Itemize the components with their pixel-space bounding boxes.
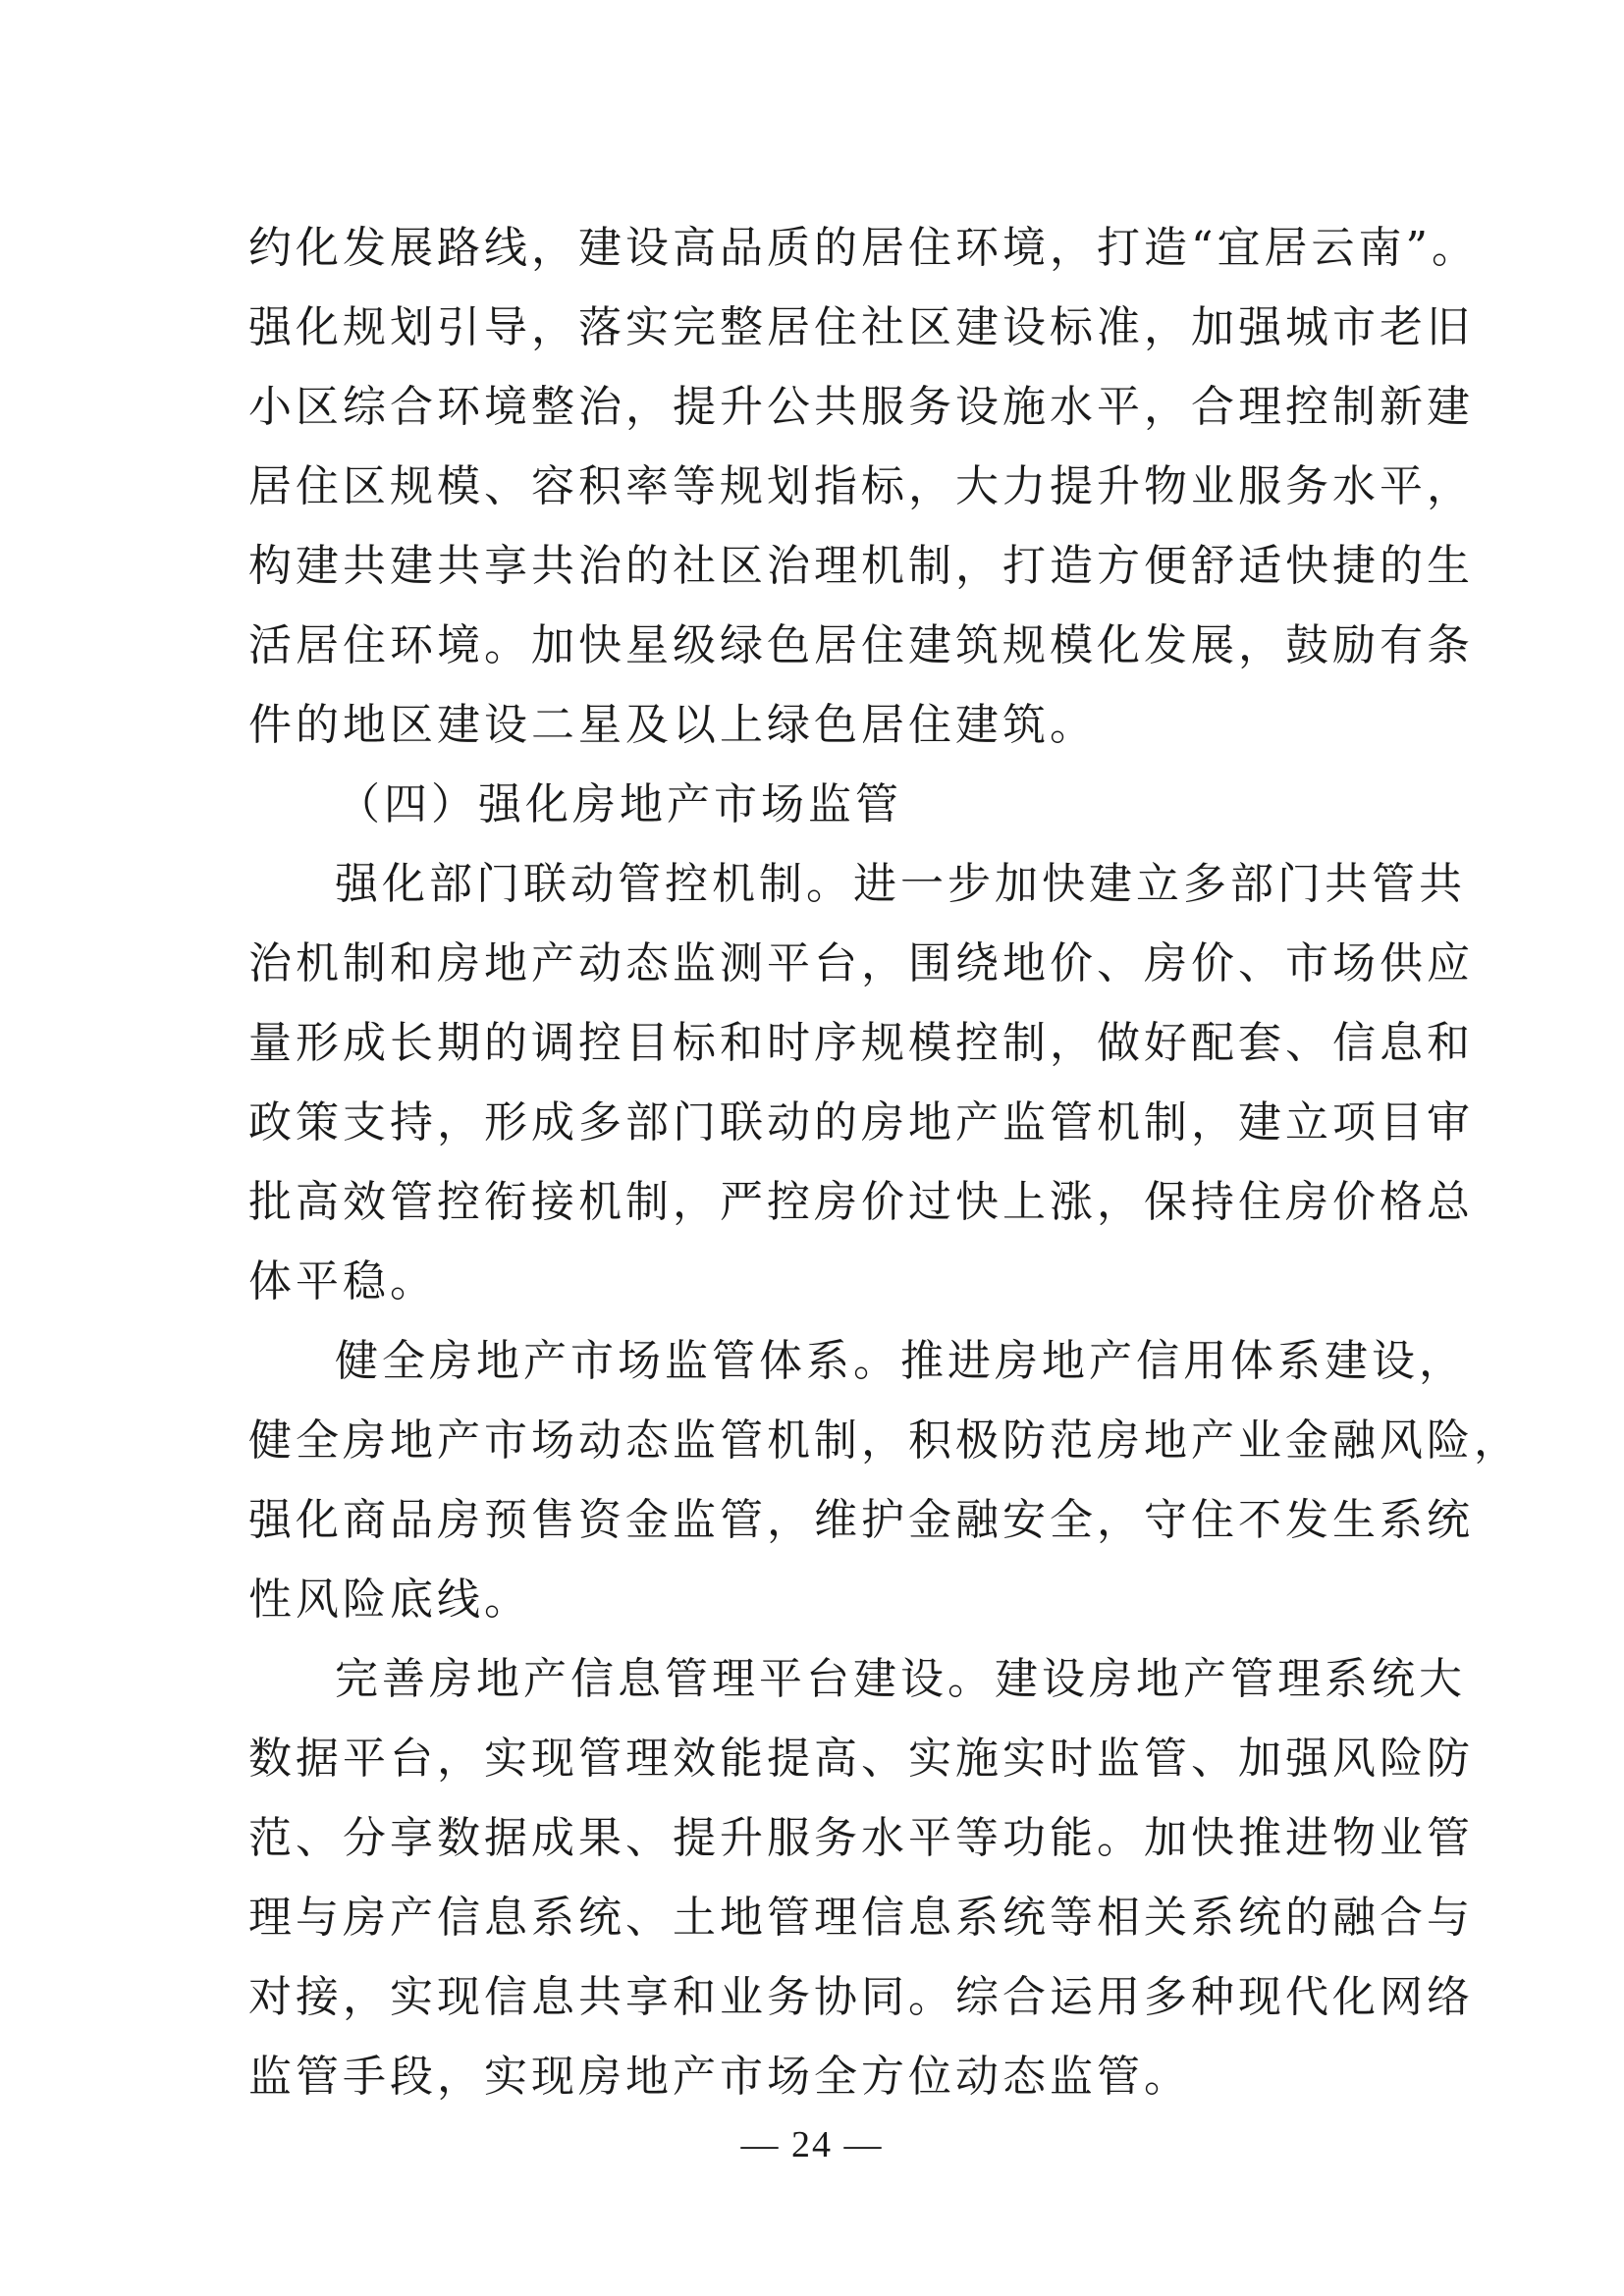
- text-line: 居住区规模、容积率等规划指标，大力提升物业服务水平，: [248, 461, 1474, 511]
- paragraph: [248, 844, 1474, 1321]
- page-number: — 24 —: [740, 2124, 884, 2165]
- text-line: 监管手段，实现房地产市场全方位动态监管。: [248, 2052, 1191, 2102]
- text-line: 政策支持，形成多部门联动的房地产监管机制，建立项目审: [248, 1097, 1474, 1148]
- paragraph: [248, 1639, 1474, 2116]
- text-line: 强化规划引导，落实完整居住社区建设标准，加强城市老旧: [248, 302, 1474, 352]
- text-line: 约化发展路线，建设高品质的居住环境，打造“宜居云南”。: [248, 223, 1479, 273]
- text-line: 理与房产信息系统、土地管理信息系统等相关系统的融合与: [248, 1893, 1474, 1943]
- text-line: 健全房地产市场动态监管机制，积极防范房地产业金融风险，: [248, 1415, 1521, 1466]
- text-line: 强化部门联动管控机制。进一步加快建立多部门共管共: [335, 859, 1466, 909]
- body-text: [248, 208, 1521, 2116]
- text-line: 件的地区建设二星及以上绿色居住建筑。: [248, 700, 1097, 750]
- text-line: 健全房地产市场监管体系。推进房地产信用体系建设，: [335, 1336, 1466, 1386]
- text-line: 治机制和房地产动态监测平台，围绕地价、房价、市场供应: [248, 938, 1474, 988]
- heading-text: （四）强化房地产市场监管: [337, 779, 902, 829]
- paragraph-continuation: [248, 208, 1479, 765]
- text-line: 完善房地产信息管理平台建设。建设房地产管理系统大: [335, 1654, 1466, 1704]
- text-line: 批高效管控衔接机制，严控房价过快上涨，保持住房价格总: [248, 1177, 1474, 1227]
- text-line: 范、分享数据成果、提升服务水平等功能。加快推进物业管: [248, 1813, 1474, 1863]
- text-line: 对接，实现信息共享和业务协同。综合运用多种现代化网络: [248, 1972, 1474, 2022]
- text-line: 数据平台，实现管理效能提高、实施实时监管、加强风险防: [248, 1734, 1474, 1784]
- section-heading: [248, 765, 1407, 844]
- paragraph: [248, 1321, 1521, 1639]
- text-line: 小区综合环境整治，提升公共服务设施水平，合理控制新建: [248, 382, 1474, 432]
- text-line: 构建共建共享共治的社区治理机制，打造方便舒适快捷的生: [248, 541, 1474, 591]
- text-line: 强化商品房预售资金监管，维护金融安全，守住不发生系统: [248, 1495, 1474, 1545]
- text-line: 体平稳。: [248, 1256, 437, 1307]
- text-line: 活居住环境。加快星级绿色居住建筑规模化发展，鼓励有条: [248, 620, 1474, 670]
- text-line: 性风险底线。: [248, 1575, 531, 1625]
- text-line: 量形成长期的调控目标和时序规模控制，做好配套、信息和: [248, 1018, 1474, 1068]
